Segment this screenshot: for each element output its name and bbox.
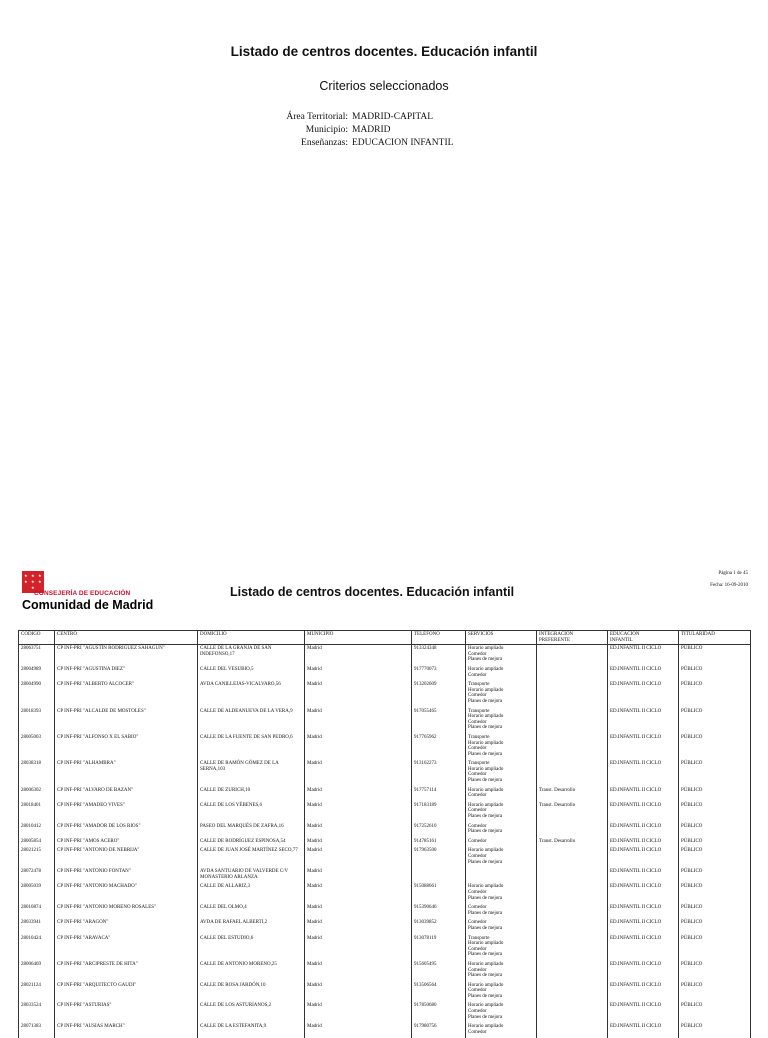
cell-integracion: [537, 1023, 608, 1038]
table-row: [19, 645, 751, 666]
cell-codigo: 28010412: [19, 823, 55, 838]
cell-domicilio: CALLE DE LA FUENTE DE SAN PEDRO,6: [198, 734, 305, 760]
criteria-value: MADRID: [352, 125, 391, 135]
cell-telefono: 915390646: [412, 904, 466, 919]
cell-codigo: 28010424: [19, 935, 55, 961]
header-domicilio: DOMICILIO: [198, 631, 305, 645]
criteria-label: Enseñanzas:: [301, 138, 348, 148]
cell-domicilio: AVDA CANILLEJAS-VICALVARO,56: [198, 681, 305, 707]
cell-centro: CP INF-PRI "ALVARO DE BAZAN": [55, 787, 198, 802]
cell-telefono: 913039852: [412, 919, 466, 934]
cell-municipio: Madrid: [305, 734, 412, 760]
table-row: [19, 1023, 751, 1038]
cell-domicilio: CALLE DE LA ESTEFANITA,9: [198, 1023, 305, 1038]
cell-telefono: 913078119: [412, 935, 466, 961]
cell-servicios: Horario ampliado Comedor Planes de mejora: [466, 802, 537, 823]
report-title: Listado de centros docentes. Educación infantil: [230, 44, 538, 59]
cell-servicios: Horario ampliado Comedor Planes de mejora: [466, 1002, 537, 1023]
cell-telefono: 917850680: [412, 1002, 466, 1023]
cell-telefono: 917252610: [412, 823, 466, 838]
criteria-row-municipio: [250, 124, 453, 137]
cell-telefono: 917963500: [412, 847, 466, 868]
cell-domicilio: CALLE DE ROSA JARDÓN,10: [198, 982, 305, 1003]
criteria-row-ensenanzas: [250, 137, 453, 150]
cell-titularidad: PÚBLICO: [679, 823, 751, 838]
cell-municipio: Madrid: [305, 961, 412, 982]
cell-servicios: Horario ampliado Comedor: [466, 1023, 537, 1038]
cell-municipio: Madrid: [305, 838, 412, 848]
cell-telefono: 913202609: [412, 681, 466, 707]
cell-codigo: 28063751: [19, 645, 55, 666]
cell-telefono: 915605495: [412, 961, 466, 982]
table-row: [19, 961, 751, 982]
table-row: [19, 883, 751, 904]
madrid-stars-icon: ★ ★ ★ ★ ★ ★ ★: [22, 571, 44, 593]
cell-telefono: 917055465: [412, 708, 466, 734]
cell-telefono: 913506564: [412, 982, 466, 1003]
cell-titularidad: PÚBLICO: [679, 802, 751, 823]
cell-educacion: ED.INFANTIL II CICLO: [608, 681, 679, 707]
cell-servicios: Horario ampliado Comedor Planes de mejora: [466, 847, 537, 868]
cell-telefono: 917183189: [412, 802, 466, 823]
cell-codigo: 28006302: [19, 787, 55, 802]
criteria-value: MADRID-CAPITAL: [352, 112, 434, 122]
cell-codigo: 28005003: [19, 734, 55, 760]
header-titularidad: TITULARIDAD: [679, 631, 751, 645]
cell-centro: CP INF-PRI "ARAGON": [55, 919, 198, 934]
cell-servicios: Comedor Planes de mejora: [466, 823, 537, 838]
cell-integracion: [537, 681, 608, 707]
cell-centro: CP INF-PRI "ANTONIO MORENO ROSALES": [55, 904, 198, 919]
cell-codigo: 28033941: [19, 919, 55, 934]
table-row: [19, 666, 751, 681]
table-row: [19, 760, 751, 786]
cell-municipio: Madrid: [305, 787, 412, 802]
cell-integracion: Transt. Desarrollo: [537, 787, 608, 802]
header-codigo: CODIGO: [19, 631, 55, 645]
cell-municipio: Madrid: [305, 823, 412, 838]
cell-telefono: 917980756: [412, 1023, 466, 1038]
cell-titularidad: PÚBLICO: [679, 787, 751, 802]
cell-municipio: Madrid: [305, 935, 412, 961]
table-title: Listado de centros docentes. Educación infantil: [230, 585, 515, 599]
cell-educacion: ED.INFANTIL II CICLO: [608, 961, 679, 982]
cell-centro: CP INF-PRI "ANTONIO FONTAN": [55, 868, 198, 883]
table-row: [19, 847, 751, 868]
cell-codigo: 28010874: [19, 904, 55, 919]
cell-centro: CP INF-PRI "ALFONSO X EL SABIO": [55, 734, 198, 760]
cell-educacion: ED.INFANTIL II CICLO: [608, 847, 679, 868]
cell-municipio: Madrid: [305, 847, 412, 868]
cell-telefono: [412, 868, 466, 883]
cell-municipio: Madrid: [305, 708, 412, 734]
cell-codigo: 28005854: [19, 838, 55, 848]
cell-integracion: [537, 868, 608, 883]
cell-municipio: Madrid: [305, 883, 412, 904]
cell-integracion: [537, 883, 608, 904]
cell-servicios: Horario ampliado Comedor Planes de mejora: [466, 883, 537, 904]
cell-educacion: ED.INFANTIL II CICLO: [608, 666, 679, 681]
table-row: [19, 787, 751, 802]
cell-municipio: Madrid: [305, 802, 412, 823]
cell-educacion: ED.INFANTIL II CICLO: [608, 708, 679, 734]
cell-titularidad: PÚBLICO: [679, 904, 751, 919]
cell-municipio: Madrid: [305, 760, 412, 786]
cell-titularidad: PÚBLICO: [679, 645, 751, 666]
cell-domicilio: CALLE DE LOS ASTURIANOS,2: [198, 1002, 305, 1023]
header-centro: CENTRO: [55, 631, 198, 645]
cell-integracion: [537, 1002, 608, 1023]
cell-domicilio: CALLE DE LOS YÉBENES,6: [198, 802, 305, 823]
cell-titularidad: PÚBLICO: [679, 708, 751, 734]
cell-educacion: ED.INFANTIL II CICLO: [608, 760, 679, 786]
cell-titularidad: PÚBLICO: [679, 760, 751, 786]
cell-titularidad: PÚBLICO: [679, 982, 751, 1003]
cell-codigo: 28038318: [19, 760, 55, 786]
cell-centro: CP INF-PRI "ANTONIO DE NEBRIJA": [55, 847, 198, 868]
cell-codigo: 28033524: [19, 1002, 55, 1023]
cell-codigo: 28021215: [19, 847, 55, 868]
cell-servicios: Horario ampliado Comedor Planes de mejora: [466, 961, 537, 982]
cell-integracion: Transt. Desarrollo: [537, 802, 608, 823]
cell-titularidad: PÚBLICO: [679, 919, 751, 934]
cell-integracion: [537, 847, 608, 868]
cell-domicilio: CALLE DE RODRÍGUEZ ESPINOSA,54: [198, 838, 305, 848]
table-row: [19, 802, 751, 823]
cell-centro: CP INF-PRI "AMADOR DE LOS RIOS": [55, 823, 198, 838]
table-row: [19, 681, 751, 707]
cell-centro: CP INF-PRI "AMADEO VIVES": [55, 802, 198, 823]
cell-domicilio: CALLE DEL ESTUDIO,6: [198, 935, 305, 961]
cell-centro: CP INF-PRI "ALCALDE DE MOSTOLES": [55, 708, 198, 734]
criteria-value: EDUCACION INFANTIL: [352, 138, 454, 148]
cell-centro: CP INF-PRI "AGUSTINA DIEZ": [55, 666, 198, 681]
cell-domicilio: CALLE DE JUAN JOSÉ MARTÍNEZ SECO,77: [198, 847, 305, 868]
cell-educacion: ED.INFANTIL II CICLO: [608, 935, 679, 961]
cell-educacion: ED.INFANTIL II CICLO: [608, 904, 679, 919]
table-row: [19, 904, 751, 919]
cell-telefono: 917770073: [412, 666, 466, 681]
cell-integracion: [537, 760, 608, 786]
cell-integracion: [537, 645, 608, 666]
cell-domicilio: AVDA SANTUARIO DE VALVERDE C/V MONASTERIO ARLANZA: [198, 868, 305, 883]
centers-table: [18, 630, 751, 1038]
cell-domicilio: CALLE DE ANTONIO MORENO,25: [198, 961, 305, 982]
cell-integracion: [537, 904, 608, 919]
report-date: Fecha: 16-09-2010: [710, 583, 748, 588]
cell-telefono: 917757114: [412, 787, 466, 802]
cell-servicios: Horario ampliado Comedor Planes de mejora: [466, 645, 537, 666]
cell-codigo: 28018393: [19, 708, 55, 734]
cell-educacion: ED.INFANTIL II CICLO: [608, 823, 679, 838]
header-integracion: INTEGRACION PREFERENTE: [537, 631, 608, 645]
cell-codigo: 28005039: [19, 883, 55, 904]
header-telefono: TELÉFONO: [412, 631, 466, 645]
cell-servicios: Horario ampliado Comedor: [466, 666, 537, 681]
cell-integracion: [537, 823, 608, 838]
comunidad-madrid-logo: [22, 570, 182, 615]
cell-municipio: Madrid: [305, 1002, 412, 1023]
cell-centro: CP INF-PRI "ARAVACA": [55, 935, 198, 961]
header-servicios: SERVICIOS: [466, 631, 537, 645]
criteria-label: Municipio:: [305, 125, 348, 135]
cell-centro: CP INF-PRI "ARCIPRESTE DE HITA": [55, 961, 198, 982]
cell-centro: CP INF-PRI "ARQUITECTO GAUDI": [55, 982, 198, 1003]
logo-comunidad-text: Comunidad de Madrid: [22, 598, 154, 612]
cell-integracion: [537, 734, 608, 760]
table-row: [19, 838, 751, 848]
cell-titularidad: PÚBLICO: [679, 666, 751, 681]
cell-integracion: [537, 935, 608, 961]
cell-integracion: [537, 708, 608, 734]
cell-domicilio: CALLE DE ALLARIZ,3: [198, 883, 305, 904]
cell-titularidad: PÚBLICO: [679, 935, 751, 961]
cell-municipio: Madrid: [305, 919, 412, 934]
criteria-row-area: [250, 111, 453, 124]
cell-servicios: Comedor Planes de mejora: [466, 919, 537, 934]
cell-centro: CP INF-PRI "ASTURIAS": [55, 1002, 198, 1023]
cell-educacion: ED.INFANTIL II CICLO: [608, 868, 679, 883]
cell-servicios: Transporte Horario ampliado Comedor Planes de mejora: [466, 734, 537, 760]
table-body: [19, 645, 751, 1038]
cell-titularidad: PÚBLICO: [679, 847, 751, 868]
cell-municipio: Madrid: [305, 681, 412, 707]
cell-centro: CP INF-PRI "AMOS ACERO": [55, 838, 198, 848]
centers-table-wrap: [18, 630, 750, 1038]
table-row: [19, 708, 751, 734]
cell-titularidad: PÚBLICO: [679, 1023, 751, 1038]
cell-centro: CP INF-PRI "ALBERTO ALCOCER": [55, 681, 198, 707]
cell-telefono: 913324348: [412, 645, 466, 666]
cell-educacion: ED.INFANTIL II CICLO: [608, 1023, 679, 1038]
cell-codigo: 28004989: [19, 666, 55, 681]
criteria-label: Área Territorial:: [286, 112, 348, 122]
cell-municipio: Madrid: [305, 904, 412, 919]
cell-municipio: Madrid: [305, 982, 412, 1003]
cell-servicios: Comedor: [466, 838, 537, 848]
cell-educacion: ED.INFANTIL II CICLO: [608, 802, 679, 823]
cell-servicios: Transporte Horario ampliado Comedor Planes de mejora: [466, 760, 537, 786]
table-header-row: [19, 631, 751, 645]
table-row: [19, 868, 751, 883]
cell-domicilio: CALLE DE LA GRANJA DE SAN INDEFONSO,17: [198, 645, 305, 666]
table-row: [19, 1002, 751, 1023]
cell-servicios: Horario ampliado Comedor: [466, 787, 537, 802]
cell-educacion: ED.INFANTIL II CICLO: [608, 645, 679, 666]
cell-municipio: Madrid: [305, 645, 412, 666]
cell-codigo: 28072478: [19, 868, 55, 883]
cell-municipio: Madrid: [305, 1023, 412, 1038]
cell-codigo: 28018401: [19, 802, 55, 823]
cell-telefono: 914785161: [412, 838, 466, 848]
cell-integracion: [537, 961, 608, 982]
cell-centro: CP INF-PRI "ALHAMBRA": [55, 760, 198, 786]
cell-centro: CP INF-PRI "ANTONIO MACHADO": [55, 883, 198, 904]
cell-municipio: Madrid: [305, 666, 412, 681]
cell-domicilio: CALLE DE RAMÓN GÓMEZ DE LA SERNA,103: [198, 760, 305, 786]
cell-domicilio: AVDA DE RAFAEL ALBERTI,2: [198, 919, 305, 934]
criteria-block: [250, 111, 453, 150]
cell-servicios: Horario ampliado Comedor Planes de mejora: [466, 982, 537, 1003]
cell-titularidad: PÚBLICO: [679, 838, 751, 848]
cell-domicilio: CALLE DEL OLMO,4: [198, 904, 305, 919]
cell-educacion: ED.INFANTIL II CICLO: [608, 919, 679, 934]
cell-servicios: Comedor Planes de mejora: [466, 904, 537, 919]
table-row: [19, 919, 751, 934]
cell-titularidad: PÚBLICO: [679, 734, 751, 760]
cell-educacion: ED.INFANTIL II CICLO: [608, 838, 679, 848]
cell-domicilio: PASEO DEL MARQUÉS DE ZAFRA,16: [198, 823, 305, 838]
logo-consejeria-text: CONSEJERÍA DE EDUCACIÓN: [34, 590, 131, 597]
cell-codigo: 28004990: [19, 681, 55, 707]
cell-titularidad: PÚBLICO: [679, 1002, 751, 1023]
cell-domicilio: CALLE DEL VESUBIO,5: [198, 666, 305, 681]
table-row: [19, 823, 751, 838]
cell-integracion: Transt. Desarrollo: [537, 838, 608, 848]
cell-codigo: 28071383: [19, 1023, 55, 1038]
report-subtitle: Criterios seleccionados: [319, 79, 449, 93]
page-number: Página 1 de 45: [718, 571, 748, 576]
cell-titularidad: PÚBLICO: [679, 868, 751, 883]
cell-servicios: [466, 868, 537, 883]
cell-servicios: Transporte Horario ampliado Comedor Planes de mejora: [466, 681, 537, 707]
cell-educacion: ED.INFANTIL II CICLO: [608, 1002, 679, 1023]
cell-educacion: ED.INFANTIL II CICLO: [608, 787, 679, 802]
table-row: [19, 734, 751, 760]
cell-educacion: ED.INFANTIL II CICLO: [608, 883, 679, 904]
cell-titularidad: PÚBLICO: [679, 883, 751, 904]
table-row: [19, 935, 751, 961]
header-municipio: MUNICIPIO: [305, 631, 412, 645]
cell-domicilio: CALLE DE ALDEANUEVA DE LA VERA,9: [198, 708, 305, 734]
table-row: [19, 982, 751, 1003]
cell-integracion: [537, 666, 608, 681]
cell-servicios: Transporte Horario ampliado Comedor Planes de mejora: [466, 935, 537, 961]
cell-codigo: 28006469: [19, 961, 55, 982]
cell-telefono: 913162273: [412, 760, 466, 786]
header-educacion: EDUCACION INFANTIL: [608, 631, 679, 645]
cell-titularidad: PÚBLICO: [679, 681, 751, 707]
cell-telefono: 917765962: [412, 734, 466, 760]
cell-telefono: 915088661: [412, 883, 466, 904]
cell-domicilio: CALLE DE ZURICH,10: [198, 787, 305, 802]
cell-servicios: Transporte Horario ampliado Comedor Planes de mejora: [466, 708, 537, 734]
cell-integracion: [537, 919, 608, 934]
cell-centro: CP INF-PRI "AUSIAS MARCH": [55, 1023, 198, 1038]
cell-integracion: [537, 982, 608, 1003]
cell-educacion: ED.INFANTIL II CICLO: [608, 734, 679, 760]
cell-educacion: ED.INFANTIL II CICLO: [608, 982, 679, 1003]
cell-titularidad: PÚBLICO: [679, 961, 751, 982]
cell-codigo: 28021124: [19, 982, 55, 1003]
cell-centro: CP INF-PRI "AGUSTIN RODRIGUEZ SAHAGUN": [55, 645, 198, 666]
cell-municipio: Madrid: [305, 868, 412, 883]
